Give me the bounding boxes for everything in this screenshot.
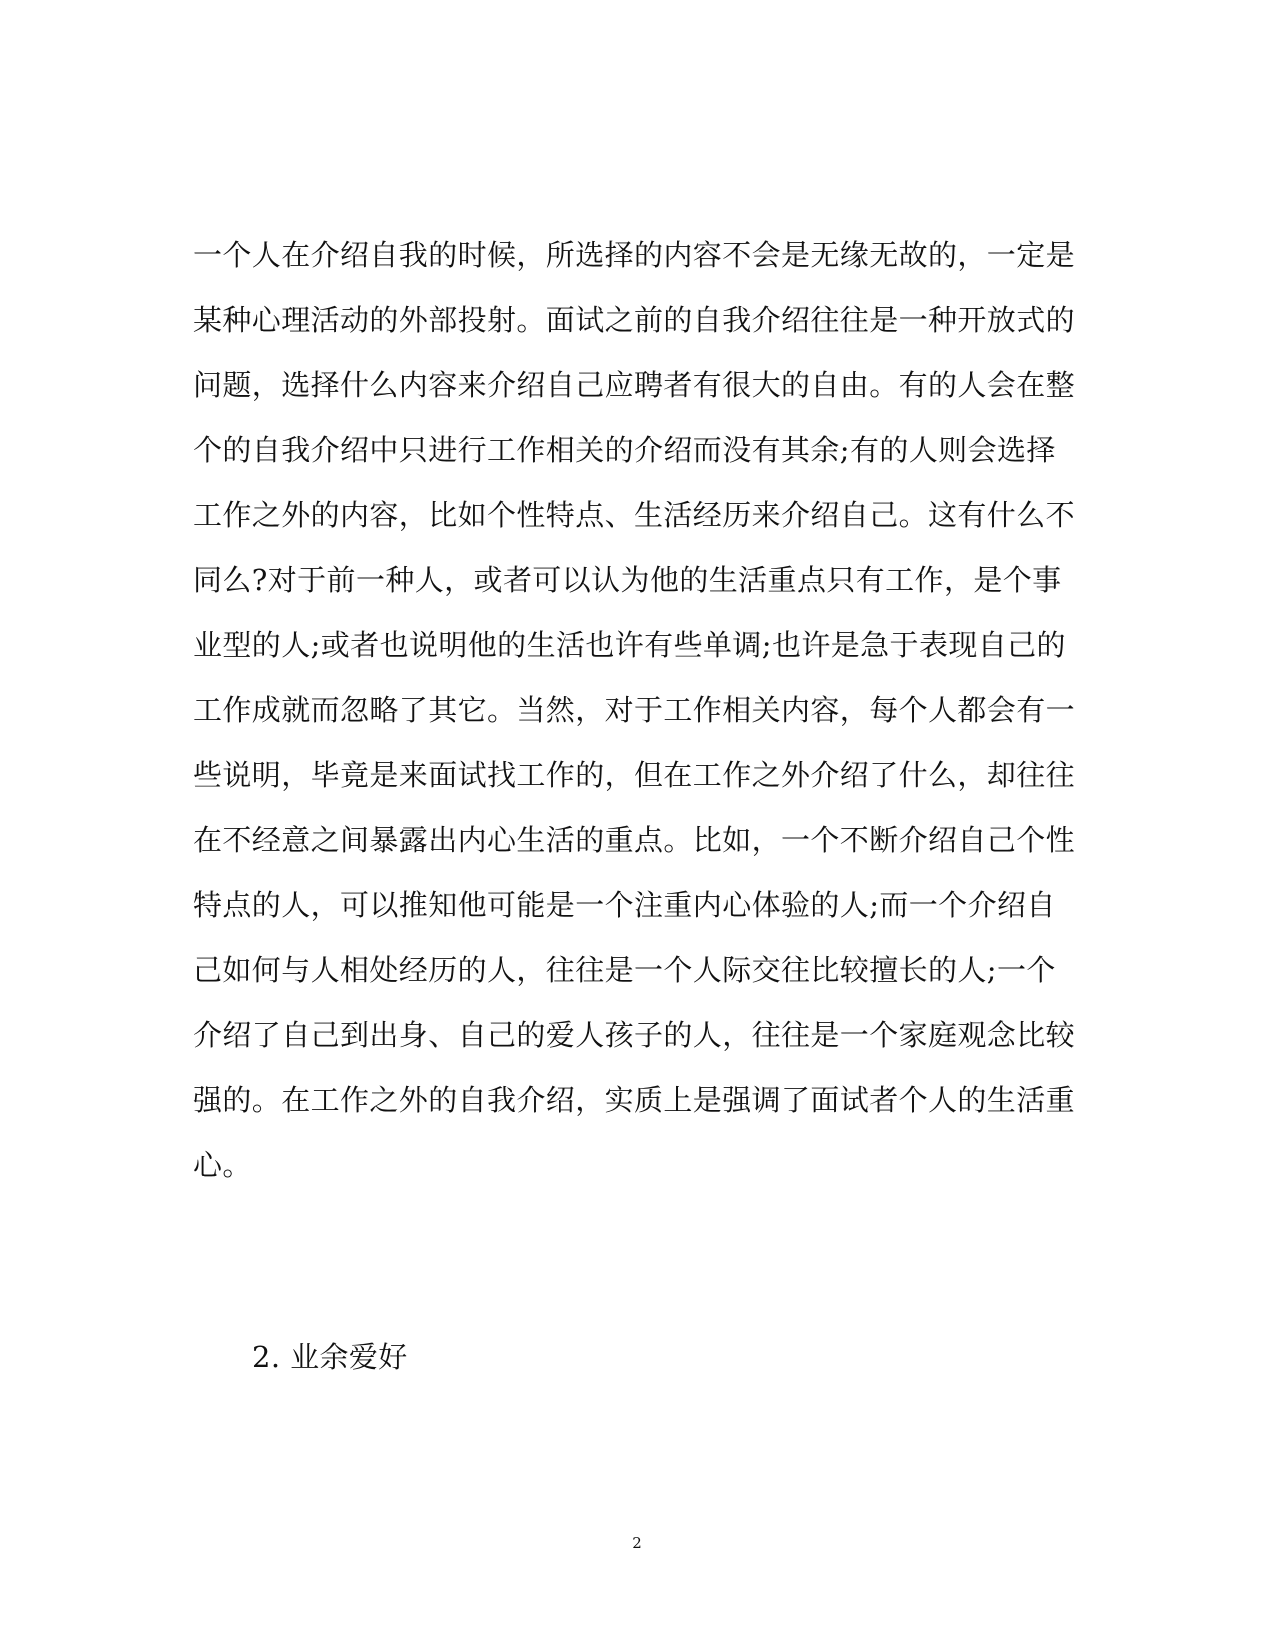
- paragraph-line: 业型的人;或者也说明他的生活也许有些单调;也许是急于表现自己的: [193, 628, 1066, 662]
- paragraph-line: 同么?对于前一种人，或者可以认为他的生活重点只有工作，是个事: [193, 563, 1062, 597]
- paragraph-line: 些说明，毕竟是来面试找工作的，但在工作之外介绍了什么，却往往: [193, 758, 1076, 792]
- paragraph-line: 个的自我介绍中只进行工作相关的介绍而没有其余;有的人则会选择: [193, 433, 1056, 467]
- paragraph-line: 心。: [193, 1148, 252, 1182]
- body-paragraph: [193, 228, 1076, 1203]
- paragraph-line: 己如何与人相处经历的人，往往是一个人际交往比较擅长的人;一个: [193, 953, 1056, 987]
- section-heading: 2. 业余爱好: [252, 1340, 408, 1374]
- paragraph-line: 工作之外的内容，比如个性特点、生活经历来介绍自己。这有什么不: [193, 498, 1076, 532]
- paragraph-line: 问题，选择什么内容来介绍自己应聘者有很大的自由。有的人会在整: [193, 368, 1076, 402]
- page-number: 2: [632, 1534, 642, 1552]
- paragraph-line: 在不经意之间暴露出内心生活的重点。比如，一个不断介绍自己个性: [193, 823, 1076, 857]
- paragraph-line: 工作成就而忽略了其它。当然，对于工作相关内容，每个人都会有一: [193, 693, 1076, 727]
- paragraph-line: 特点的人，可以推知他可能是一个注重内心体验的人;而一个介绍自: [193, 888, 1056, 922]
- paragraph-line: 一个人在介绍自我的时候，所选择的内容不会是无缘无故的，一定是: [193, 238, 1076, 272]
- paragraph-line: 介绍了自己到出身、自己的爱人孩子的人，往往是一个家庭观念比较: [193, 1018, 1076, 1052]
- paragraph-line: 某种心理活动的外部投射。面试之前的自我介绍往往是一种开放式的: [193, 303, 1076, 337]
- paragraph-line: 强的。在工作之外的自我介绍，实质上是强调了面试者个人的生活重: [193, 1083, 1076, 1117]
